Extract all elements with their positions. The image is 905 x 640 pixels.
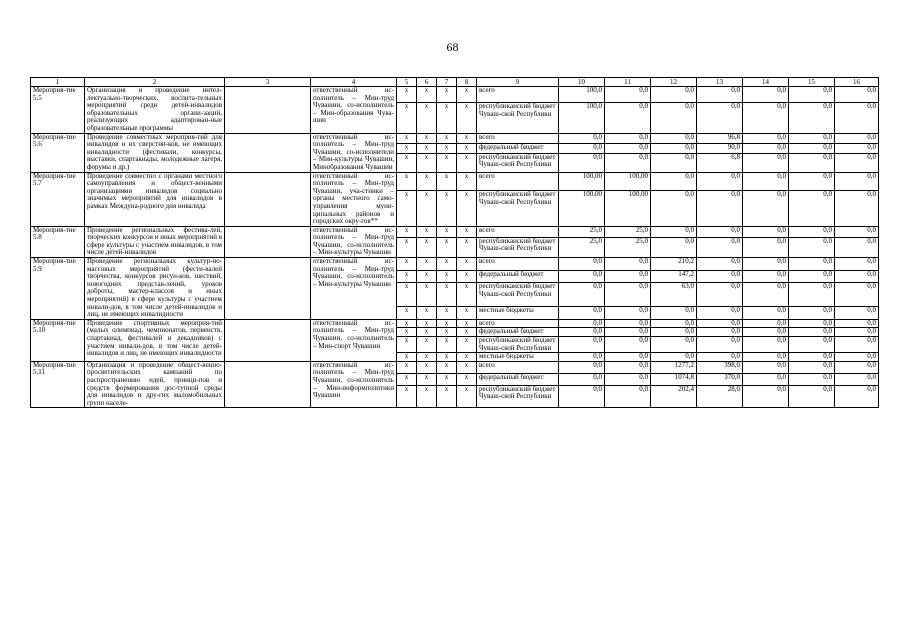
activity-description: Проведение совместно с органами местного самоуправления и общест-венными организациями инвалидов социально значимых мероприятий для инвалидов в рамках Междуна-родного дня инвалида — [85, 172, 225, 226]
code-cell: x — [397, 319, 417, 328]
code-cell: x — [437, 353, 457, 362]
funding-value: 90,0 — [697, 143, 743, 153]
funding-value: 147,2 — [651, 270, 697, 283]
funding-value: 0,0 — [697, 283, 743, 307]
funding-value: 0,0 — [789, 103, 835, 133]
funding-value: 0,0 — [559, 258, 605, 271]
code-cell: x — [397, 373, 417, 385]
column-number: 8 — [457, 78, 477, 87]
code-cell: x — [397, 328, 417, 337]
funding-value: 0,0 — [697, 328, 743, 337]
column-number: 7 — [437, 78, 457, 87]
column-number: 14 — [743, 78, 789, 87]
funding-value: 25,0 — [605, 226, 651, 237]
code-cell: x — [417, 143, 437, 153]
code-cell: x — [397, 353, 417, 362]
funding-value: 0,0 — [605, 328, 651, 337]
activity-number: Мероприя-тие 5.7 — [31, 172, 85, 226]
funding-source: республиканский бюджет Чуваш-ской Республики — [477, 153, 559, 172]
column-number: 5 — [397, 78, 417, 87]
funding-source: федеральный бюджет — [477, 143, 559, 153]
funding-source: всего — [477, 87, 559, 103]
funding-value: 0,0 — [789, 337, 835, 353]
funding-value: 0,0 — [559, 133, 605, 143]
table-row — [31, 226, 879, 237]
funding-value: 0,0 — [743, 172, 789, 191]
funding-value: 25,0 — [559, 226, 605, 237]
funding-value: 0,0 — [789, 258, 835, 271]
funding-source: федеральный бюджет — [477, 270, 559, 283]
funding-value: 0,0 — [605, 258, 651, 271]
funding-value: 0,0 — [605, 319, 651, 328]
funding-value: 0,0 — [697, 307, 743, 320]
code-cell: x — [457, 307, 477, 320]
code-cell: x — [417, 103, 437, 133]
code-cell: x — [397, 226, 417, 237]
activity-number: Мероприя-тие 5.11 — [31, 361, 85, 408]
code-cell: x — [417, 319, 437, 328]
program-activities-table — [30, 77, 879, 408]
code-cell: x — [437, 258, 457, 271]
funding-value: 0,0 — [605, 133, 651, 143]
code-cell: x — [457, 353, 477, 362]
code-cell: x — [397, 237, 417, 258]
code-cell: x — [457, 172, 477, 191]
funding-value: 0,0 — [559, 153, 605, 172]
code-cell: x — [417, 353, 437, 362]
code-cell: x — [417, 87, 437, 103]
funding-value: 0,0 — [789, 307, 835, 320]
code-cell: x — [397, 361, 417, 373]
funding-value: 0,0 — [559, 353, 605, 362]
code-cell: x — [397, 172, 417, 191]
code-cell: x — [437, 361, 457, 373]
code-cell: x — [457, 226, 477, 237]
funding-value: 0,0 — [697, 337, 743, 353]
code-cell: x — [437, 283, 457, 307]
funding-value: 1074,8 — [651, 373, 697, 385]
code-cell: x — [457, 143, 477, 153]
funding-source: всего — [477, 361, 559, 373]
empty-cell — [225, 172, 311, 226]
code-cell: x — [437, 307, 457, 320]
funding-value: 0,0 — [789, 172, 835, 191]
funding-value: 0,0 — [697, 226, 743, 237]
funding-value: 28,0 — [697, 385, 743, 408]
funding-value: 25,0 — [559, 237, 605, 258]
funding-value: 0,0 — [789, 143, 835, 153]
funding-value: 0,0 — [651, 172, 697, 191]
funding-value: 0,0 — [835, 385, 879, 408]
activity-executor: ответственный ис-полнитель – Мин-труд Чувашии, со-исполнитель – Мин-образования Чува-шии — [311, 87, 397, 134]
code-cell: x — [417, 226, 437, 237]
code-cell: x — [437, 385, 457, 408]
funding-value: 0,0 — [743, 258, 789, 271]
funding-value: 0,0 — [835, 172, 879, 191]
funding-value: 0,0 — [743, 191, 789, 226]
column-number: 3 — [225, 78, 311, 87]
funding-value: 0,0 — [743, 353, 789, 362]
code-cell: x — [417, 373, 437, 385]
funding-value: 0,0 — [743, 226, 789, 237]
funding-value: 0,0 — [605, 307, 651, 320]
funding-value: 0,0 — [789, 226, 835, 237]
column-number: 15 — [789, 78, 835, 87]
code-cell: x — [397, 337, 417, 353]
funding-source: республиканский бюджет Чуваш-ской Республики — [477, 103, 559, 133]
code-cell: x — [397, 87, 417, 103]
funding-value: 0,0 — [697, 258, 743, 271]
funding-value: 0,0 — [651, 237, 697, 258]
funding-value: 6,8 — [697, 153, 743, 172]
funding-value: 0,0 — [605, 385, 651, 408]
funding-value: 0,0 — [743, 143, 789, 153]
funding-value: 0,0 — [789, 361, 835, 373]
funding-value: 0,0 — [559, 143, 605, 153]
funding-value: 63,0 — [651, 283, 697, 307]
funding-value: 0,0 — [651, 133, 697, 143]
funding-value: 0,0 — [697, 270, 743, 283]
code-cell: x — [397, 283, 417, 307]
funding-value: 0,0 — [605, 361, 651, 373]
code-cell: x — [457, 319, 477, 328]
activity-description: Проведение спортивных мероприя-тий (малых олимпиад, чемпионатов, первенств, спартакиад, фестивалей и декадников) с участием инвали-дов, в том числе детей-инвалидов и лиц, не имеющих инвалидности — [85, 319, 225, 361]
code-cell: x — [457, 373, 477, 385]
funding-value: 0,0 — [743, 103, 789, 133]
funding-value: 0,0 — [605, 87, 651, 103]
funding-value: 0,0 — [559, 385, 605, 408]
code-cell: x — [437, 237, 457, 258]
funding-value: 0,0 — [651, 103, 697, 133]
funding-value: 0,0 — [605, 283, 651, 307]
code-cell: x — [437, 172, 457, 191]
code-cell: x — [437, 270, 457, 283]
code-cell: x — [417, 283, 437, 307]
funding-value: 0,0 — [651, 153, 697, 172]
empty-cell — [225, 319, 311, 361]
code-cell: x — [417, 361, 437, 373]
funding-value: 0,0 — [835, 361, 879, 373]
code-cell: x — [457, 385, 477, 408]
table-row — [31, 361, 879, 373]
funding-value: 398,0 — [697, 361, 743, 373]
funding-value: 0,0 — [835, 226, 879, 237]
funding-value: 100,0 — [559, 87, 605, 103]
funding-source: местные бюджеты — [477, 307, 559, 320]
funding-value: 0,0 — [743, 319, 789, 328]
funding-value: 0,0 — [789, 237, 835, 258]
funding-source: всего — [477, 226, 559, 237]
funding-value: 100,00 — [559, 172, 605, 191]
funding-value: 370,0 — [697, 373, 743, 385]
funding-value: 0,0 — [835, 133, 879, 143]
funding-value: 0,0 — [559, 373, 605, 385]
funding-value: 0,0 — [559, 328, 605, 337]
funding-value: 0,0 — [605, 373, 651, 385]
code-cell: x — [457, 283, 477, 307]
code-cell: x — [417, 172, 437, 191]
code-cell: x — [437, 133, 457, 143]
activity-executor: ответственный ис-полнитель – Мин-труд Чувашии, со-исполнитель – Мин-культуры Чувашии — [311, 226, 397, 257]
code-cell: x — [417, 328, 437, 337]
funding-value: 0,0 — [743, 283, 789, 307]
activity-executor: ответственный ис-полнитель – Мин-труд Чувашии, со-исполнители – Мин-культуры Чувашии, Минобразования Чувашии — [311, 133, 397, 172]
code-cell: x — [457, 328, 477, 337]
activity-executor: ответственный ис-полнитель – Мин-труд Чувашии, со-исполнитель – Мин-спорт Чувашии — [311, 319, 397, 361]
funding-value: 0,0 — [651, 307, 697, 320]
activity-description: Проведение региональных фестива-лей, творческих конкурсов и иных мероприятий в сфере культуры с участием инвалидов, в том числе детей-инвалидов — [85, 226, 225, 257]
funding-value: 0,0 — [789, 270, 835, 283]
funding-value: 0,0 — [743, 385, 789, 408]
funding-value: 0,0 — [605, 153, 651, 172]
code-cell: x — [437, 226, 457, 237]
funding-value: 0,0 — [789, 153, 835, 172]
code-cell: x — [397, 307, 417, 320]
code-cell: x — [417, 191, 437, 226]
activity-description: Проведение региональных культур-но-массовых мероприятий (фести-валей творчества, конкурсов рисун-ков, шествий, новогодних представ-лений, уроков доброты, мастер-классов и иных мероприятий) в сфере культуры с участием инвали-дов, в том числе детей-инвалидов и лиц, не имеющих инвалидности — [85, 258, 225, 320]
column-number: 1 — [31, 78, 85, 87]
funding-value: 0,0 — [743, 361, 789, 373]
code-cell: x — [437, 87, 457, 103]
empty-cell — [225, 133, 311, 172]
activity-description: Организация и проведение интел-лектуально-творческих, воспита-тельных мероприятий среди детей-инвалидов образовательных органи-заций, реализующих адаптирован-ные образовательные программы — [85, 87, 225, 134]
funding-value: 0,0 — [605, 337, 651, 353]
column-number: 13 — [697, 78, 743, 87]
funding-value: 0,0 — [743, 337, 789, 353]
activity-executor: ответственный ис-полнитель – Мин-труд Чувашии, со-исполнитель – Мин-информполитики Чувашии — [311, 361, 397, 408]
funding-value: 0,0 — [835, 270, 879, 283]
code-cell: x — [457, 258, 477, 271]
funding-value: 210,2 — [651, 258, 697, 271]
funding-value: 0,0 — [651, 143, 697, 153]
code-cell: x — [397, 385, 417, 408]
funding-value: 100,00 — [605, 191, 651, 226]
code-cell: x — [417, 237, 437, 258]
column-number: 6 — [417, 78, 437, 87]
funding-value: 0,0 — [743, 237, 789, 258]
funding-value: 0,0 — [743, 373, 789, 385]
funding-source: федеральный бюджет — [477, 328, 559, 337]
column-number: 9 — [477, 78, 559, 87]
code-cell: x — [457, 191, 477, 226]
funding-value: 0,0 — [559, 361, 605, 373]
funding-value: 0,0 — [789, 353, 835, 362]
table-row — [31, 133, 879, 143]
code-cell: x — [437, 319, 457, 328]
funding-source: республиканский бюджет Чуваш-ской Республики — [477, 191, 559, 226]
funding-source: республиканский бюджет Чуваш-ской Республики — [477, 237, 559, 258]
funding-value: 0,0 — [697, 87, 743, 103]
funding-value: 96,8 — [697, 133, 743, 143]
code-cell: x — [397, 270, 417, 283]
funding-source: республиканский бюджет Чуваш-ской Республики — [477, 385, 559, 408]
code-cell: x — [457, 237, 477, 258]
funding-source: всего — [477, 133, 559, 143]
funding-value: 0,0 — [743, 153, 789, 172]
funding-value: 0,0 — [835, 337, 879, 353]
code-cell: x — [397, 258, 417, 271]
column-number-row — [31, 78, 879, 87]
code-cell: x — [437, 143, 457, 153]
funding-value: 0,0 — [651, 319, 697, 328]
funding-value: 0,0 — [605, 143, 651, 153]
funding-value: 0,0 — [651, 353, 697, 362]
funding-value: 0,0 — [789, 133, 835, 143]
funding-value: 0,0 — [651, 87, 697, 103]
code-cell: x — [457, 270, 477, 283]
code-cell: x — [417, 337, 437, 353]
funding-value: 100,00 — [559, 191, 605, 226]
code-cell: x — [417, 307, 437, 320]
funding-value: 0,0 — [835, 319, 879, 328]
code-cell: x — [457, 361, 477, 373]
code-cell: x — [457, 133, 477, 143]
funding-value: 0,0 — [835, 237, 879, 258]
funding-value: 0,0 — [835, 258, 879, 271]
funding-value: 0,0 — [789, 328, 835, 337]
funding-value: 0,0 — [835, 353, 879, 362]
activity-executor: ответственный ис-полнитель – Мин-труд Чувашии, уча-стники – органы местного само-управления муни-ципальных районов и городских окру-гов** — [311, 172, 397, 226]
funding-value: 0,0 — [743, 307, 789, 320]
funding-value: 100,0 — [559, 103, 605, 133]
funding-value: 0,0 — [835, 153, 879, 172]
code-cell: x — [397, 153, 417, 172]
funding-value: 0,0 — [835, 87, 879, 103]
code-cell: x — [397, 143, 417, 153]
code-cell: x — [417, 270, 437, 283]
funding-value: 202,4 — [651, 385, 697, 408]
column-number: 16 — [835, 78, 879, 87]
code-cell: x — [457, 103, 477, 133]
funding-source: республиканский бюджет Чуваш-ской Республики — [477, 337, 559, 353]
page-number: 68 — [446, 40, 459, 54]
funding-value: 0,0 — [789, 385, 835, 408]
funding-source: всего — [477, 172, 559, 191]
activity-description: Проведение совместных мероприя-тий для инвалидов и их сверстни-ков, не имеющих инвалидности (фестивали, конкурсы, выставки, спартакиады, молодежные лагеря, форумы и др.) — [85, 133, 225, 172]
funding-value: 0,0 — [743, 328, 789, 337]
column-number: 11 — [605, 78, 651, 87]
funding-source: федеральный бюджет — [477, 373, 559, 385]
funding-value: 0,0 — [651, 226, 697, 237]
funding-value: 0,0 — [835, 307, 879, 320]
funding-value: 0,0 — [559, 283, 605, 307]
code-cell: x — [437, 191, 457, 226]
funding-value: 0,0 — [789, 319, 835, 328]
funding-source: республиканский бюджет Чуваш-ской Республики — [477, 283, 559, 307]
activity-number: Мероприя-тие 5.9 — [31, 258, 85, 320]
funding-source: всего — [477, 258, 559, 271]
funding-value: 0,0 — [743, 87, 789, 103]
column-number: 2 — [85, 78, 225, 87]
funding-value: 1277,2 — [651, 361, 697, 373]
funding-value: 0,0 — [697, 319, 743, 328]
funding-value: 0,0 — [651, 191, 697, 226]
funding-value: 0,0 — [559, 337, 605, 353]
table-row — [31, 87, 879, 103]
funding-value: 0,0 — [835, 328, 879, 337]
code-cell: x — [437, 328, 457, 337]
funding-value: 0,0 — [743, 133, 789, 143]
table-row — [31, 172, 879, 191]
funding-value: 0,0 — [697, 172, 743, 191]
funding-value: 0,0 — [697, 103, 743, 133]
funding-value: 0,0 — [651, 328, 697, 337]
funding-value: 0,0 — [835, 283, 879, 307]
empty-cell — [225, 361, 311, 408]
code-cell: x — [417, 258, 437, 271]
code-cell: x — [397, 191, 417, 226]
code-cell: x — [437, 103, 457, 133]
funding-value: 0,0 — [605, 103, 651, 133]
code-cell: x — [397, 133, 417, 143]
funding-value: 0,0 — [789, 191, 835, 226]
activity-number: Мероприя-тие 5.5 — [31, 87, 85, 134]
code-cell: x — [457, 337, 477, 353]
funding-value: 0,0 — [559, 307, 605, 320]
empty-cell — [225, 87, 311, 134]
activity-description: Организация и проведение общест-венно-просветительских кампаний по распространению идей, принци-пов и средств формирования дос-тупной среды для инвалидов и дру-гих маломобильных групп населе- — [85, 361, 225, 408]
code-cell: x — [397, 103, 417, 133]
column-number: 4 — [311, 78, 397, 87]
code-cell: x — [457, 153, 477, 172]
empty-cell — [225, 226, 311, 257]
funding-value: 0,0 — [697, 191, 743, 226]
funding-value: 0,0 — [559, 270, 605, 283]
funding-value: 0,0 — [605, 353, 651, 362]
activity-number: Мероприя-тие 5.6 — [31, 133, 85, 172]
funding-source: местные бюджеты — [477, 353, 559, 362]
funding-value: 0,0 — [789, 283, 835, 307]
column-number: 12 — [651, 78, 697, 87]
funding-value: 0,0 — [789, 373, 835, 385]
empty-cell — [225, 258, 311, 320]
funding-value: 0,0 — [651, 337, 697, 353]
code-cell: x — [437, 153, 457, 172]
table-row — [31, 319, 879, 328]
funding-source: всего — [477, 319, 559, 328]
funding-value: 100,00 — [605, 172, 651, 191]
funding-value: 0,0 — [559, 319, 605, 328]
code-cell: x — [417, 153, 437, 172]
funding-value: 0,0 — [697, 353, 743, 362]
column-number: 10 — [559, 78, 605, 87]
funding-value: 0,0 — [835, 373, 879, 385]
funding-value: 0,0 — [743, 270, 789, 283]
activity-number: Мероприя-тие 5.10 — [31, 319, 85, 361]
code-cell: x — [437, 373, 457, 385]
activity-number: Мероприя-тие 5.8 — [31, 226, 85, 257]
code-cell: x — [417, 385, 437, 408]
funding-value: 0,0 — [835, 143, 879, 153]
activity-executor: ответственный ис-полнитель – Мин-труд Чувашии, со-исполнитель – Мин-культуры Чувашии — [311, 258, 397, 320]
code-cell: x — [417, 133, 437, 143]
funding-value: 0,0 — [835, 103, 879, 133]
table-row — [31, 258, 879, 271]
code-cell: x — [457, 87, 477, 103]
funding-value: 0,0 — [697, 237, 743, 258]
funding-value: 25,0 — [605, 237, 651, 258]
funding-value: 0,0 — [605, 270, 651, 283]
code-cell: x — [437, 337, 457, 353]
funding-value: 0,0 — [789, 87, 835, 103]
funding-value: 0,0 — [835, 191, 879, 226]
